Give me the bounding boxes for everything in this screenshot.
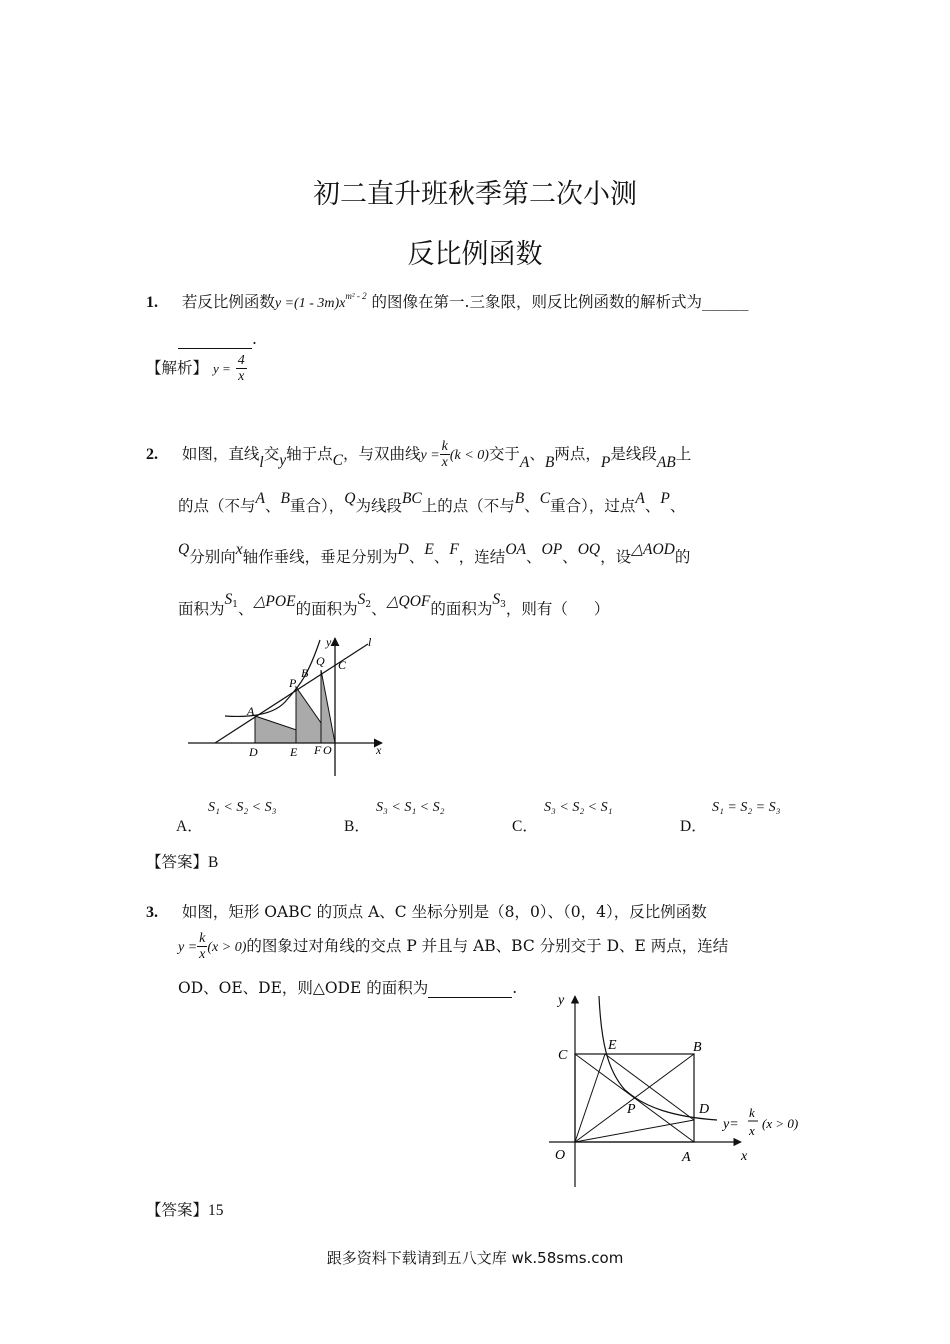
q1-period: . — [252, 330, 257, 348]
option-a[interactable] — [176, 814, 203, 836]
q2-text: 上的点（不与 — [421, 497, 515, 515]
q2-text: 的 — [674, 548, 691, 566]
question-2-line3 — [178, 540, 690, 567]
q1-text-after: 的图像在第一.三象限，则反比例函数的解析式为______ — [371, 293, 749, 311]
q2-text: 面积为 — [178, 600, 225, 618]
label-y: y — [326, 635, 332, 649]
fraction-denominator: x — [441, 455, 448, 470]
q2-var: OQ — [577, 541, 601, 558]
q2-var: △POE — [253, 593, 296, 610]
q2-text: ，连结 — [458, 548, 506, 566]
fraction-denominator: x — [199, 947, 206, 962]
q2-text: 轴于点 — [286, 445, 333, 463]
q2-text: 、 — [408, 548, 425, 566]
q3-text: OD、OE、DE，则△ODE 的面积为 — [178, 979, 429, 997]
option-c[interactable] — [512, 814, 538, 836]
q2-subscript: 2 — [365, 600, 372, 610]
q2-text: 重合），过点 — [550, 497, 636, 515]
q2-answer — [146, 850, 218, 872]
q2-var-y: y — [279, 452, 287, 469]
label-e: E — [608, 1038, 617, 1053]
question-1 — [146, 290, 748, 312]
q2-text: 重合）， — [289, 497, 345, 515]
q2-text: ，与双曲线 — [342, 445, 421, 463]
q2-text: 的点（不与 — [178, 497, 256, 515]
question-3-line3 — [178, 976, 517, 998]
q3-text: 的图象过对角线的交点 P 并且与 AB、BC 分别交于 D、E 两点，连结 — [246, 937, 729, 955]
answer-blank — [178, 330, 252, 349]
question-3-line1 — [146, 900, 707, 922]
label-e: E — [290, 745, 298, 759]
question-2-line1 — [146, 440, 691, 472]
q2-var: A — [635, 490, 645, 507]
q2-var: Q — [178, 541, 190, 558]
formula-condition: (x > 0) — [762, 1116, 799, 1131]
option-d-expr: S₁ = S₂ = S₃ — [712, 800, 781, 815]
segment-oe — [575, 1054, 605, 1142]
option-b-expr: S₃ < S₁ < S₂ — [376, 800, 445, 815]
q2-var: C — [539, 490, 551, 507]
q2-subscript: 1 — [232, 600, 238, 610]
q2-var: P — [660, 490, 670, 507]
q2-var: E — [424, 541, 434, 558]
analysis-fraction — [236, 354, 247, 384]
q2-var: x — [235, 541, 243, 558]
q2-text: 交于 — [488, 445, 520, 463]
q2-var: F — [449, 541, 459, 558]
label-o: O — [555, 1148, 566, 1163]
q3-text: 如图，矩形 OABC 的顶点 A、C 坐标分别是（8，0）、（0，4），反比例函数 — [181, 903, 707, 921]
q2-text: 、 — [529, 445, 545, 463]
q3-fraction — [197, 932, 207, 962]
analysis-lhs: y = — [212, 361, 231, 376]
label-q: Q — [316, 654, 325, 668]
option-a-expr: S₁ < S₂ < S₃ — [208, 800, 277, 815]
q2-text: 交 — [263, 445, 280, 463]
q2-text: 轴作垂线，垂足分别为 — [242, 548, 398, 566]
q2-var: A — [519, 454, 530, 471]
q2-text: 、 — [433, 548, 450, 566]
label-x: x — [741, 1149, 748, 1164]
q2-figure — [180, 632, 400, 782]
label-a: A — [682, 1150, 691, 1165]
fraction-numerator: k — [199, 931, 206, 946]
question-number: 3. — [146, 904, 158, 921]
q3-answer — [146, 1198, 224, 1220]
q2-var: OP — [541, 541, 563, 558]
question-2-line2 — [178, 490, 685, 516]
option-d[interactable] — [680, 814, 707, 836]
label-y: y — [558, 993, 565, 1008]
q3-formula-lhs: y = — [178, 940, 198, 955]
q2-text: 为线段 — [355, 497, 402, 515]
q2-text: 、 — [371, 600, 387, 618]
option-letter: D． — [680, 818, 707, 835]
label-a: A — [247, 704, 255, 718]
q2-var: BC — [401, 490, 422, 507]
q2-var: △QOF — [386, 593, 431, 610]
label-c: C — [338, 658, 347, 672]
label-b: B — [693, 1040, 702, 1055]
answer-label: 【答案】 — [146, 1201, 209, 1219]
q3-figure — [545, 990, 815, 1190]
q2-text: 、 — [238, 600, 254, 618]
option-c-expr: S₃ < S₂ < S₁ — [544, 800, 613, 815]
q2-text: 两点， — [554, 445, 601, 463]
q2-var: AB — [656, 454, 676, 471]
q2-var: Q — [344, 490, 356, 507]
question-number: 2. — [146, 446, 158, 463]
q2-text: 分别向 — [189, 548, 236, 566]
q2-var: D — [397, 541, 409, 558]
q3-condition: (x > 0) — [207, 940, 247, 955]
answer-label: 【答案】 — [146, 853, 209, 871]
option-letter: A． — [176, 818, 203, 835]
q2-var: S — [492, 591, 501, 608]
q2-var: △AOD — [631, 541, 675, 558]
fraction-numerator: 4 — [237, 353, 245, 368]
q1-analysis — [146, 354, 247, 384]
question-3-line2 — [178, 932, 728, 962]
q2-text: 是线段 — [610, 445, 657, 463]
label-d: D — [249, 745, 258, 759]
answer-value: 15 — [208, 1202, 224, 1219]
q2-subscript: 3 — [500, 600, 506, 610]
q1-line2 — [178, 330, 257, 349]
q2-text: 、 — [644, 497, 661, 515]
label-d: D — [699, 1102, 710, 1117]
q2-text: 、 — [669, 497, 686, 515]
question-number: 1. — [146, 294, 158, 311]
q2-var: A — [255, 490, 265, 507]
q2-var: OA — [505, 541, 526, 558]
q2-var: B — [280, 490, 290, 507]
q2-var: P — [600, 454, 611, 471]
label-p: P — [289, 676, 297, 690]
option-letter: B． — [344, 818, 370, 835]
fraction-numerator: k — [441, 439, 448, 454]
q2-text: 的面积为 — [430, 600, 493, 618]
formula-lhs: y= — [723, 1117, 739, 1132]
q2-var: S — [357, 591, 366, 608]
q2-text: 、 — [525, 548, 542, 566]
page-title: 初二直升班秋季第二次小测 — [313, 179, 637, 210]
formula-k: k — [749, 1105, 755, 1120]
q2-fraction — [440, 440, 450, 470]
q2-text: ，则有（ — [505, 600, 568, 618]
q1-text-before: 若反比例函数 — [181, 293, 275, 311]
q2-var-l: l — [259, 454, 264, 471]
triangle-qof — [321, 670, 335, 743]
label-f: F — [314, 743, 322, 757]
q2-var: B — [514, 490, 525, 507]
question-2-line4 — [178, 590, 609, 619]
q2-text: 、 — [562, 548, 578, 566]
fraction-denominator: x — [238, 369, 245, 384]
label-c: C — [558, 1048, 568, 1063]
q2-formula-lhs: y = — [420, 448, 440, 463]
q1-exponent: m² - 2 — [345, 291, 367, 301]
label-b: B — [301, 666, 309, 680]
segment-od — [575, 1120, 694, 1142]
q2-text: 如图，直线 — [181, 445, 260, 463]
answer-value: B — [208, 854, 219, 871]
q2-text: 的面积为 — [295, 600, 358, 618]
formula-x: x — [749, 1123, 755, 1138]
q2-var-c: C — [332, 452, 343, 469]
q2-condition: (k < 0) — [449, 448, 489, 463]
q3-period: . — [512, 979, 518, 997]
option-letter: C． — [512, 818, 538, 835]
label-p: P — [627, 1102, 636, 1117]
analysis-label: 【解析】 — [146, 359, 209, 377]
footer-text: 跟多资料下载请到五八文库 wk.58sms.com — [326, 1249, 624, 1267]
q2-text: 上 — [675, 445, 692, 463]
page-subtitle: 反比例函数 — [407, 239, 543, 270]
q2-text: 、 — [264, 497, 281, 515]
option-b[interactable] — [344, 814, 370, 836]
label-x: x — [376, 743, 382, 757]
q2-text: ，设 — [600, 548, 632, 566]
q2-text: ） — [593, 600, 610, 618]
q2-var: S — [224, 591, 233, 608]
label-l: l — [368, 635, 372, 649]
answer-blank — [428, 979, 512, 998]
q2-var: B — [544, 454, 555, 471]
label-o: O — [323, 743, 332, 757]
q1-formula: y =(1 - 3m)x — [274, 296, 346, 311]
q2-text: 、 — [524, 497, 540, 515]
